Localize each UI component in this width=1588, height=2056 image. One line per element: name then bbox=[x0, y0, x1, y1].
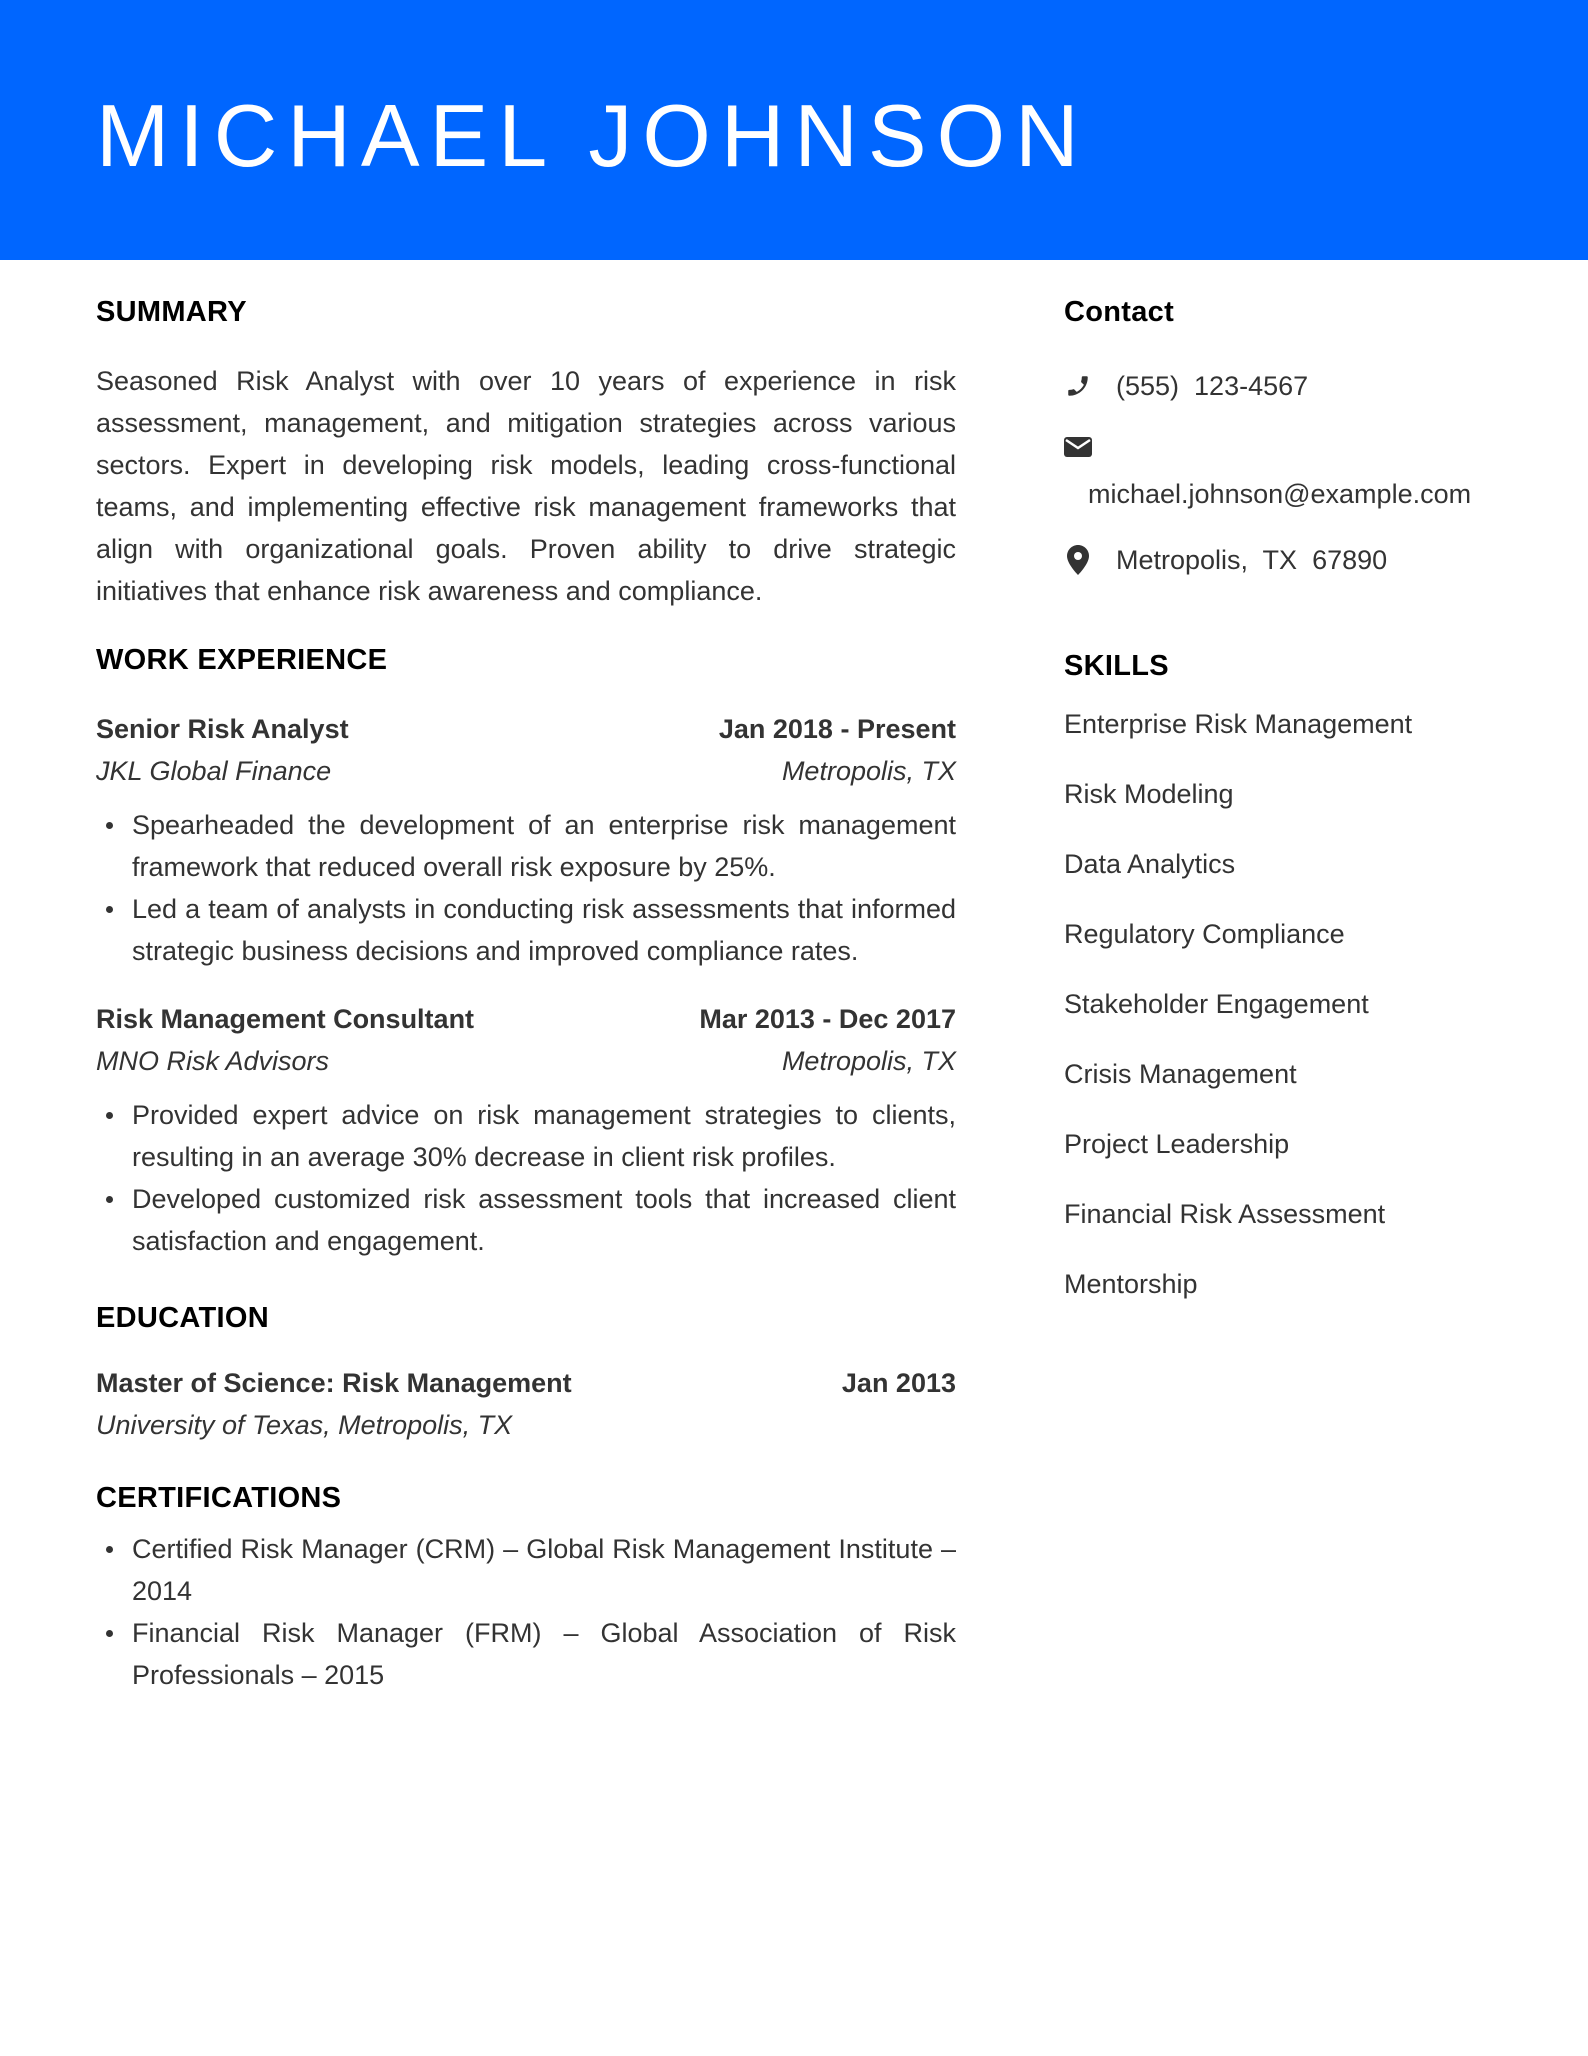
skills-heading: SKILLS bbox=[1064, 650, 1169, 682]
certifications-list bbox=[96, 1528, 956, 1696]
address-text: Metropolis, TX 67890 bbox=[1116, 545, 1388, 575]
job-company: MNO Risk Advisors bbox=[96, 1046, 330, 1076]
skill-item: Financial Risk Assessment bbox=[1064, 1199, 1386, 1229]
job-entry bbox=[96, 708, 956, 972]
job-bullet: Spearheaded the development of an enterprise risk management framework that reduced overall risk exposure by 25%. bbox=[96, 804, 956, 888]
skill-item: Crisis Management bbox=[1064, 1059, 1297, 1089]
job-bullet: Developed customized risk assessment tools that increased client satisfaction and engagement. bbox=[96, 1178, 956, 1262]
contact-address bbox=[1064, 542, 1544, 578]
main-column bbox=[96, 294, 956, 1696]
summary-text: Seasoned Risk Analyst with over 10 years of experience in risk assessment, management, and mitigation strategies across various sectors. Expert in developing risk models, leading cross-functional teams, and implementing effective risk management frameworks that align with organizational goals. Proven ability to drive strategic initiatives that enhance risk awareness and compliance. bbox=[96, 366, 956, 606]
certifications-heading: CERTIFICATIONS bbox=[96, 1482, 342, 1514]
certification-item: Certified Risk Manager (CRM) – Global Risk Management Institute – 2014 bbox=[96, 1528, 956, 1612]
skill-item: Regulatory Compliance bbox=[1064, 919, 1345, 949]
job-role: Risk Management Consultant bbox=[96, 1004, 475, 1034]
job-dates: Mar 2013 - Dec 2017 bbox=[699, 1004, 956, 1034]
education-date: Jan 2013 bbox=[841, 1368, 956, 1398]
envelope-icon bbox=[1064, 436, 1092, 472]
header-banner bbox=[0, 0, 1588, 260]
skill-item: Project Leadership bbox=[1064, 1129, 1290, 1159]
skill-item: Risk Modeling bbox=[1064, 779, 1234, 809]
candidate-name: MICHAEL JOHNSON bbox=[96, 86, 1089, 185]
education-entry bbox=[96, 1362, 956, 1446]
job-location: Metropolis, TX bbox=[781, 756, 956, 786]
contact-heading: Contact bbox=[1064, 296, 1175, 328]
job-bullets bbox=[96, 1094, 956, 1262]
contact-list bbox=[1064, 368, 1544, 578]
skills-list bbox=[1064, 706, 1544, 1302]
education-school: University of Texas, Metropolis, TX bbox=[96, 1410, 513, 1440]
job-company: JKL Global Finance bbox=[96, 756, 332, 786]
contact-phone bbox=[1064, 368, 1544, 404]
work-experience-heading: WORK EXPERIENCE bbox=[96, 644, 388, 676]
phone-icon bbox=[1064, 368, 1092, 404]
job-bullet: Led a team of analysts in conducting risk assessments that informed strategic business decisions and improved compliance rates. bbox=[96, 888, 956, 972]
email-address: michael.johnson@example.com bbox=[1088, 479, 1472, 509]
job-location: Metropolis, TX bbox=[781, 1046, 956, 1076]
contact-email bbox=[1064, 436, 1544, 512]
skill-item: Mentorship bbox=[1064, 1269, 1198, 1299]
job-entry bbox=[96, 998, 956, 1262]
job-bullets bbox=[96, 804, 956, 972]
map-pin-icon bbox=[1064, 542, 1092, 578]
skill-item: Data Analytics bbox=[1064, 849, 1236, 879]
summary-heading: SUMMARY bbox=[96, 296, 247, 328]
skill-item: Stakeholder Engagement bbox=[1064, 989, 1369, 1019]
skill-item: Enterprise Risk Management bbox=[1064, 709, 1413, 739]
phone-number: (555) 123-4567 bbox=[1116, 371, 1309, 401]
job-role: Senior Risk Analyst bbox=[96, 714, 349, 744]
sidebar-column bbox=[1064, 294, 1544, 1336]
education-degree: Master of Science: Risk Management bbox=[96, 1368, 572, 1398]
certification-item: Financial Risk Manager (FRM) – Global Association of Risk Professionals – 2015 bbox=[96, 1612, 956, 1696]
job-bullet: Provided expert advice on risk management strategies to clients, resulting in an average 30% decrease in client risk profiles. bbox=[96, 1094, 956, 1178]
education-heading: EDUCATION bbox=[96, 1302, 269, 1334]
job-dates: Jan 2018 - Present bbox=[718, 714, 956, 744]
